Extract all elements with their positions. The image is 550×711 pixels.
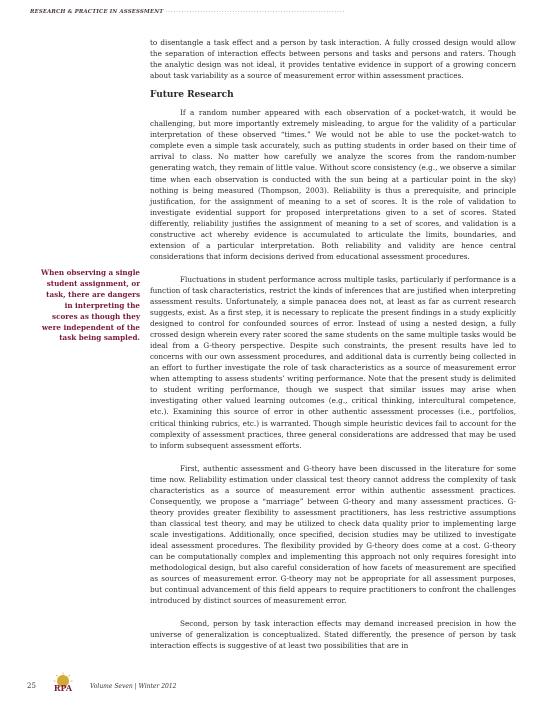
- logo-text: RPA: [53, 683, 73, 693]
- rpa-logo: [39, 672, 87, 694]
- paragraph-first-consideration: First, authentic assessment and G-theory have been discussed in the literature for some time now. Reliability estimation under classical test theory cannot address the complexity of task characteristics as a source of measurement error within authentic assessment practices. Consequently, we propose a “marriage” between G-theory and many assessment practices. G-theory provides greater flexibility to assessment practitioners, has less restrictive assumptions than classical test theory, and may be utilized to check data quality prior to implementing large scale investigations. Additionally, once specified, decision studies may be utilized to investigate ideal assessment procedures. The flexibility provided by G-theory does come at a cost. G-theory can be computationally complex and implementing this approach not only requires foresight into methodological design, but also careful consideration of how facets of measurement are specified as sources of measurement error. G-theory may not be appropriate for all assessment purposes, but continual advancement of this field appears to require practitioners to confront the challenges introduced by distinct sources of measurement error.: [150, 463, 516, 606]
- paragraph-fluctuations: Fluctuations in student performance across multiple tasks, particularly if performance is a function of task characteristics, restrict the kinds of inferences that are justified when interpreting assessment results. Unfortunately, a simple panacea does not, at least as far as current research suggests, exist. As a first step, it is necessary to replicate the present findings in a study explicitly designed to control for confounded sources of error. Instead of using a nested design, a fully crossed design wherein every rater scored the same students on the same multiple tasks would be ideal from a G-theory perspective. Despite such constraints, the present results have led to concerns with our own assessment procedures, and additional data is currently being collected in an effort to further investigate the role of task characteristics as a source of measurement error when attempting to assess students’ writing performance. Note that the present study is delimited to student writing performance, though we suspect that similar issues may arise when investigating other valued learning outcomes (e.g., critical thinking, intercultural competence, etc.). Examining this source of error in other authentic assessment processes (i.e., portfolios, critical thinking rubrics, etc.) is warranted. Though simple heuristic devices fail to account for the complexity of assessment practices, three general considerations are addressed that may be used to inform subsequent assessment efforts.: [150, 274, 516, 450]
- paragraph-second-consideration: Second, person by task interaction effects may demand increased precision in how the universe of generalization is conceptualized. Stated differently, the presence of person by task interaction effects is suggestive of at least two possibilities that are in: [150, 619, 516, 651]
- running-head-dots: ···································································: [165, 9, 346, 15]
- paragraph-continuation: to disentangle a task effect and a person by task interaction. A fully crossed design would allow the separation of interaction effects between persons and tasks and persons and raters. Though the analytic design was not ideal, it provides tentative evidence in support of a growing concern about task variability as a source of measurement error within assessment practices.: [150, 38, 516, 81]
- running-head-title: RESEARCH & PRACTICE IN ASSESSMENT: [30, 9, 164, 15]
- volume-issue: Volume Seven | Winter 2012: [90, 683, 177, 690]
- section-heading-future-research: Future Research: [150, 90, 234, 101]
- page-number: 25: [27, 682, 36, 690]
- pull-quote: When observing a single student assignment, or task, there are dangers in interpreting the scores as though they were independent of the task being sampled.: [41, 268, 140, 343]
- paragraph-pocket-watch: If a random number appeared with each observation of a pocket-watch, it would be challenging, but more importantly extremely misleading, to argue for the validity of a particular interpretation of these observed “times.” We would not be able to use the pocket-watch to complete even a simple task accurately, such as putting students in order based on their time of arrival to class. No matter how carefully we analyze the scores from the random-number generating watch, they remain of little value. Without score consistency (e.g., we observe a similar time when each observation is conducted with the sun being at a particular point in the sky) nothing is being measured (Thompson, 2003). Reliability is thus a prerequisite, and principle justification, for the assignment of meaning to a set of scores. It is the role of validation to investigate evidential support for proposed interpretations given to a set of scores. Stated differently, reliability justifies the assignment of meaning to a set of scores, and validation is a constructive act whereby evidence is accumulated to articulate the limits, boundaries, and extension of a particular interpretation. Both reliability and validity are hence central considerations that inform decisions derived from educational assessment procedures.: [150, 108, 516, 261]
- running-head: [30, 9, 530, 15]
- article-body: [150, 37, 516, 651]
